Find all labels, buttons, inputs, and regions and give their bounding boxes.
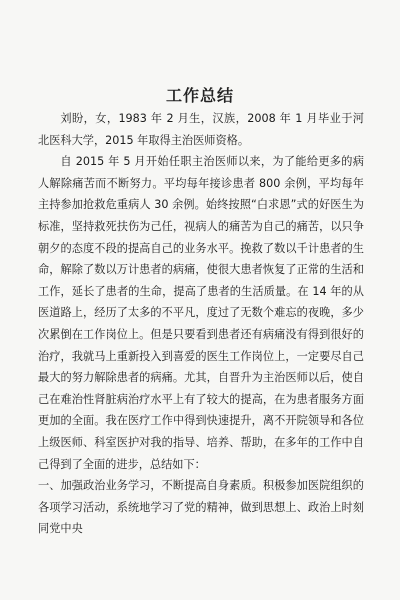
document-title: 工作总结 xyxy=(165,86,234,105)
paragraph-main: 自 2015 年 5 月开始任职主治医师以来，为了能给更多的病人解除痛苦而不断努力。平均每年接诊患者 800 余例，平均每年主持参加抢救危重病人 30 余例。始终按照“白求恩”式的好医生为标准，坚持救死扶伤为己任，视病人的痛苦为自己的痛苦，以只争朝夕的态度不段的提高自己的业务水平。挽救了数以千计患者的生命，解除了数以万计患者的病痛，使很大患者恢复了正常的生活和工作，延长了患者的生命，提高了患者的生活质量。在 14 年的从医道路上，经历了太多的不平凡，度过了无数个难忘的夜晚，多少次累倒在工作岗位上。但是只要看到患者还有病痛没有得到很好的治疗，我就马上重新投入到喜爱的医生工作岗位上，一定要尽自己最大的努力解除患者的病痛。尤其，自晋升为主治医师以后，使自己在难治性肾脏病治疗水平上有了较大的提高，在为患者服务方面更加的全面。我在医疗工作中得到快速提升，离不开院领导和各位上级医师、科室医护对我的指导、培养、帮助，在多年的工作中自己得到了全面的进步，总结如下： xyxy=(38,155,364,471)
paragraph-section-one: 一、加强政治业务学习，不断提高自身素质。积极参加医院组织的各项学习活动，系统地学习了党的精神，做到思想上、政治上时刻同党中央 xyxy=(38,479,364,536)
paragraph-intro: 刘盼，女，1983 年 2 月生，汉族，2008 年 1 月毕业于河北医科大学，2015 年取得主治医师资格。 xyxy=(38,112,364,147)
document-body xyxy=(38,108,364,540)
